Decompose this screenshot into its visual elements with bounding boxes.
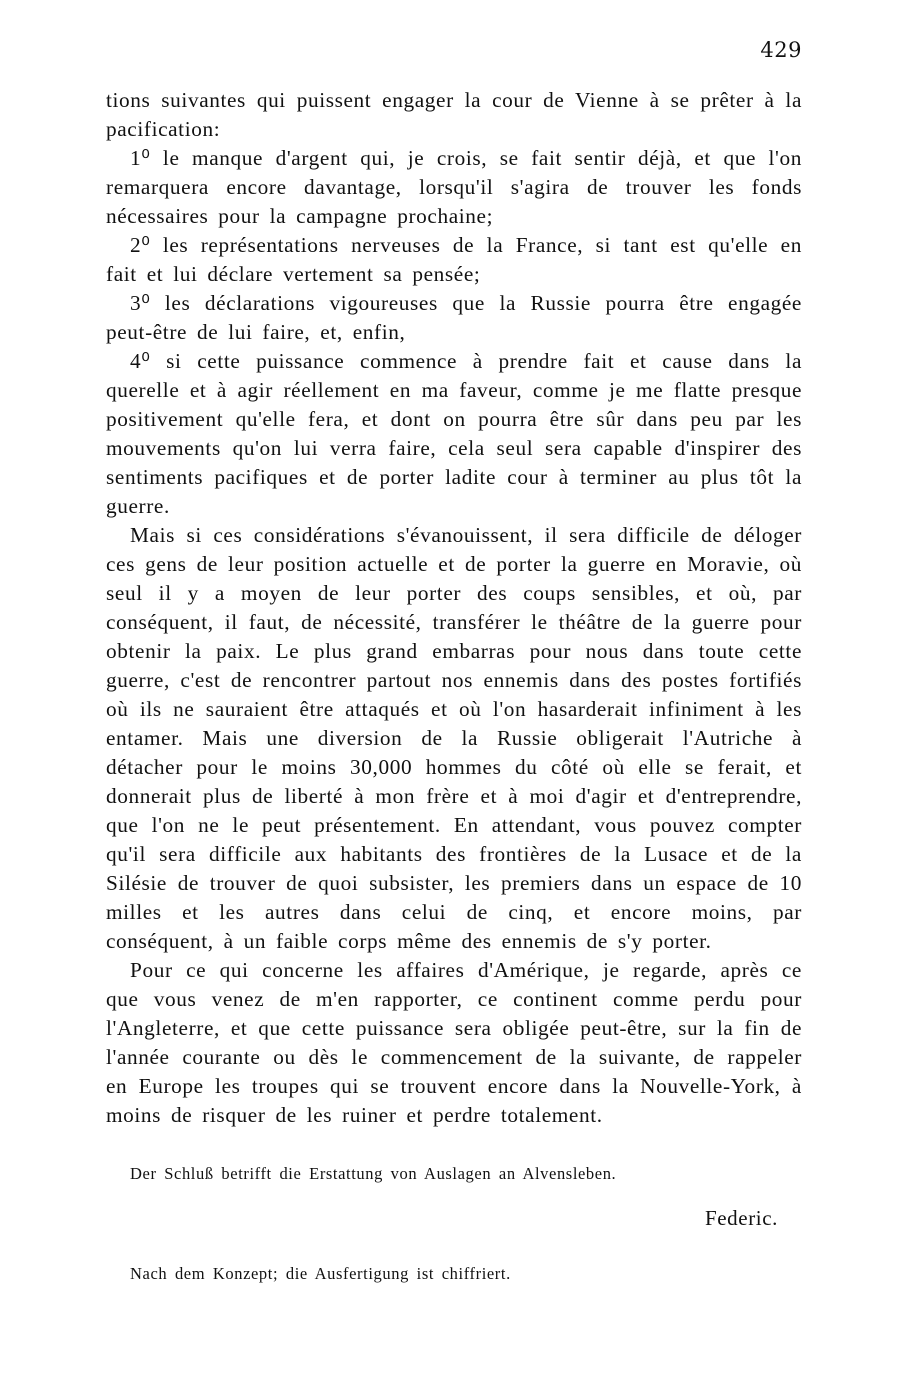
paragraph-4: 3⁰ les déclarations vigoureuses que la Russie pourra être engagée peut-être de lui faire, et, enfin, [106,291,802,344]
paragraph-1: tions suivantes qui puissent engager la cour de Vienne à se prêter à la pacification: [106,88,802,141]
page-number: 429 [760,38,802,62]
paragraph-6: Mais si ces considérations s'évanouissent, il sera difficile de déloger ces gens de leur position actuelle et de porter la guerre en Moravie, où seul il y a moyen de leur porter des coups sensibles, et où, par conséquent, il faut, de nécessité, transférer le théâtre de la guerre pour obtenir la paix. Le plus grand embarras pour nous dans toute cette guerre, c'est de rencontrer partout nos ennemis dans des postes fortifiés où ils ne sauraient être attaqués et où l'on hasarderait infiniment à les entamer. Mais une diversion de la Russie obligerait l'Autriche à détacher pour le moins 30,000 hommes du côté où elle se ferait, et donnerait plus de liberté à mon frère et à moi d'agir et d'entreprendre, que l'on ne le peut présentement. En attendant, vous pouvez compter qu'il sera difficile aux habitants des frontières de la Lusace et de la Silésie de trouver de quoi subsister, les premiers dans un espace de 10 milles et les autres dans celui de cinq, et encore moins, par conséquent, à un faible corps même des ennemis de s'y porter. [106,523,802,953]
paragraph-3: 2⁰ les représentations nerveuses de la France, si tant est qu'elle en fait et lui déclare vertement sa pensée; [106,233,802,286]
paragraph-7: Pour ce qui concerne les affaires d'Amérique, je regarde, après ce que vous venez de m'en rapporter, ce continent comme perdu pour l'Angleterre, et que cette puissance sera obligée peut-être, sur la fin de l'année courante ou dès le commencement de la suivante, de rappeler en Europe les troupes qui se trouvent encore dans la Nouvelle-York, à moins de risquer de les ruiner et perdre totalement. [106,958,802,1127]
signature: Federic. [704,1206,778,1230]
paragraph-2: 1⁰ le manque d'argent qui, je crois, se fait sentir déjà, et que l'on remarquera encore davantage, lorsqu'il s'agira de trouver les fonds nécessaires pour la campagne prochaine; [106,146,802,228]
paragraph-5: 4⁰ si cette puissance commence à prendre fait et cause dans la querelle et à agir réellement en ma faveur, comme je me flatte presque positivement qu'elle fera, et dont on pourra être sûr dans peu par les mouvements qu'on lui verra faire, cela seul sera capable d'inspirer des sentiments pacifiques et de porter ladite cour à terminer au plus tôt la guerre. [106,349,802,518]
letter-body [106,86,802,1130]
source-note: Nach dem Konzept; die Ausfertigung ist chiffriert. [130,1264,511,1283]
editorial-note: Der Schluß betrifft die Erstattung von Auslagen an Alvensleben. [130,1164,617,1183]
